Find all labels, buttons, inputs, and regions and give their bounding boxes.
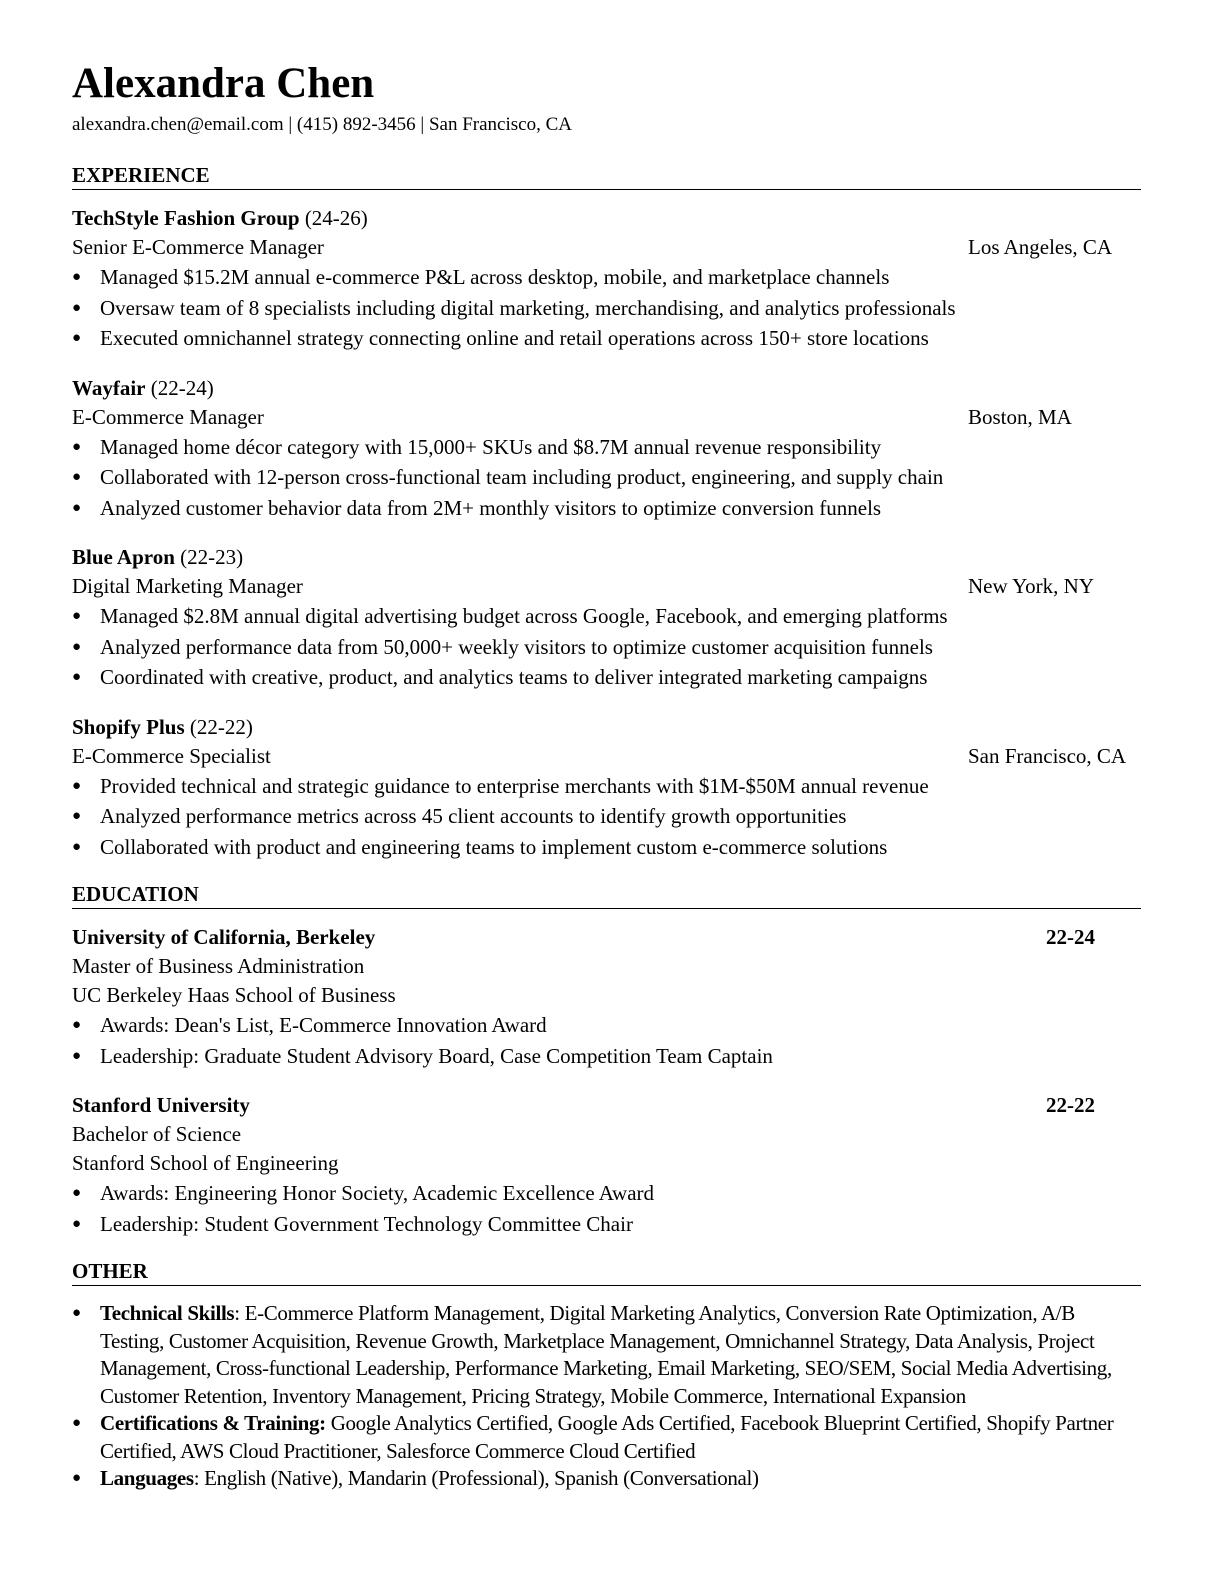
bullet-text: Leadership: Graduate Student Advisory Board, Case Competition Team Captain bbox=[100, 1043, 773, 1068]
bullet-icon: ● bbox=[72, 808, 82, 824]
bullet-icon: ● bbox=[72, 269, 82, 285]
experience-bullets bbox=[72, 771, 1141, 863]
list-item bbox=[72, 832, 1141, 863]
company-name: Wayfair bbox=[72, 375, 146, 400]
list-item bbox=[72, 323, 1141, 354]
list-item bbox=[72, 662, 1141, 693]
school-row bbox=[72, 1091, 1141, 1120]
experience-bullets bbox=[72, 432, 1141, 524]
bullet-text: Coordinated with creative, product, and analytics teams to deliver integrated marketing campaigns bbox=[100, 665, 928, 689]
list-item bbox=[72, 293, 1141, 324]
bullet-text: Awards: Engineering Honor Society, Academic Excellence Award bbox=[100, 1181, 655, 1205]
role-row bbox=[72, 742, 1141, 771]
company-name: Shopify Plus bbox=[72, 714, 185, 739]
contact-info: alexandra.chen@email.com | (415) 892-3456 | San Francisco, CA bbox=[72, 114, 572, 135]
bullet-icon: ● bbox=[72, 1185, 82, 1201]
list-item bbox=[72, 1178, 1141, 1209]
list-item bbox=[72, 493, 1141, 524]
job-title: E-Commerce Manager bbox=[72, 404, 264, 429]
skill-text: Google Analytics Certified, Google Ads Certified, Facebook Blueprint Certified, Shopify Partner Certified, AWS Cloud Practitioner, Salesforce Commerce Cloud Certified bbox=[100, 1411, 1114, 1463]
bullet-icon: ● bbox=[72, 438, 82, 455]
employment-dates: (24-26) bbox=[299, 206, 368, 230]
bullet-text: Leadership: Student Government Technology Committee Chair bbox=[100, 1211, 633, 1236]
college-name: Stanford School of Engineering bbox=[72, 1151, 339, 1175]
bullet-icon: ● bbox=[72, 1047, 82, 1064]
role-row bbox=[72, 233, 1141, 262]
list-item bbox=[72, 1041, 1141, 1072]
experience-entry bbox=[72, 204, 1141, 354]
education-bullets bbox=[72, 1010, 1141, 1071]
skill-text: English (Native), Mandarin (Professional), Spanish (Conversational) bbox=[204, 1466, 759, 1490]
list-item bbox=[72, 1465, 1141, 1493]
employment-dates: (22-24) bbox=[145, 375, 214, 400]
experience-header bbox=[72, 374, 1141, 403]
job-title: Senior E-Commerce Manager bbox=[72, 235, 324, 259]
experience-bullets bbox=[72, 601, 1141, 693]
degree: Master of Business Administration bbox=[72, 954, 365, 978]
list-item bbox=[72, 771, 1141, 802]
bullet-text: Oversaw team of 8 specialists including digital marketing, merchandising, and analytics professionals bbox=[100, 295, 956, 320]
bullet-text: Managed $15.2M annual e-commerce P&L across desktop, mobile, and marketplace channels bbox=[100, 265, 890, 289]
education-bullets bbox=[72, 1178, 1141, 1239]
employment-dates: (22-22) bbox=[184, 714, 253, 739]
job-location: Los Angeles, CA bbox=[968, 235, 1113, 259]
job-location: Boston, MA bbox=[968, 404, 1072, 429]
role-row bbox=[72, 572, 1141, 601]
bullet-text: Managed home décor category with 15,000+ SKUs and $8.7M annual revenue responsibility bbox=[100, 434, 882, 459]
bullet-text: Collaborated with product and engineering teams to implement custom e-commerce solutions bbox=[100, 834, 888, 859]
experience-header bbox=[72, 204, 1141, 233]
experience-entry bbox=[72, 713, 1141, 863]
bullet-icon: ● bbox=[72, 1470, 81, 1486]
list-item bbox=[72, 432, 1141, 463]
bullet-icon: ● bbox=[72, 299, 82, 316]
list-item bbox=[72, 462, 1141, 493]
role-row bbox=[72, 403, 1141, 432]
education-section bbox=[72, 882, 1141, 1239]
job-location: San Francisco, CA bbox=[968, 743, 1127, 768]
experience-section bbox=[72, 163, 1141, 862]
education-entry bbox=[72, 923, 1141, 1071]
bullet-icon: ● bbox=[72, 638, 82, 655]
bullet-text: Awards: Dean's List, E-Commerce Innovation Award bbox=[100, 1013, 547, 1037]
school-name: University of California, Berkeley bbox=[72, 925, 376, 949]
school-name: Stanford University bbox=[72, 1093, 250, 1117]
list-item bbox=[72, 601, 1141, 632]
bullet-icon: ● bbox=[72, 330, 82, 346]
education-dates: 22-24 bbox=[1046, 925, 1095, 949]
bullet-icon: ● bbox=[72, 777, 82, 794]
job-title: E-Commerce Specialist bbox=[72, 743, 271, 768]
skill-text: E-Commerce Platform Management, Digital Marketing Analytics, Conversion Rate Optimization, A/B Testing, Customer Acquisition, Revenue Growth, Marketplace Management, Omnichannel Strategy, Data Analysis, Project Management, Cross-functional Leadership, Performance Marketing, Email Marketing, SEO/SEM, Social Media Advertising, Customer Retention, Inventory Management, Pricing Strategy, Mobile Commerce, International Expansion bbox=[100, 1301, 1112, 1408]
section-title-other: OTHER bbox=[72, 1259, 1141, 1286]
education-dates: 22-22 bbox=[1046, 1093, 1095, 1117]
experience-entry bbox=[72, 543, 1141, 693]
section-title-education: EDUCATION bbox=[72, 882, 1141, 909]
bullet-text: Managed $2.8M annual digital advertising budget across Google, Facebook, and emerging platforms bbox=[100, 604, 948, 628]
bullet-text: Provided technical and strategic guidance to enterprise merchants with $1M-$50M annual revenue bbox=[100, 773, 929, 798]
list-item bbox=[72, 1209, 1141, 1240]
list-item bbox=[72, 262, 1141, 293]
bullet-icon: ● bbox=[72, 1017, 82, 1033]
skill-label: Languages bbox=[100, 1466, 194, 1490]
skill-separator: : bbox=[193, 1466, 205, 1490]
bullet-icon: ● bbox=[72, 608, 82, 624]
experience-bullets bbox=[72, 262, 1141, 354]
bullet-icon: ● bbox=[72, 1215, 82, 1232]
skill-separator: : bbox=[234, 1301, 245, 1325]
skill-label: Certifications & Training: bbox=[100, 1411, 326, 1435]
school-row bbox=[72, 923, 1141, 952]
job-title: Digital Marketing Manager bbox=[72, 574, 303, 598]
college-name: UC Berkeley Haas School of Business bbox=[72, 983, 396, 1007]
bullet-text: Analyzed performance metrics across 45 client accounts to identify growth opportunities bbox=[100, 804, 847, 828]
other-bullets bbox=[72, 1300, 1141, 1493]
candidate-name: Alexandra Chen bbox=[72, 60, 375, 107]
employment-dates: (22-23) bbox=[174, 545, 244, 569]
bullet-icon: ● bbox=[72, 1415, 81, 1431]
bullet-text: Executed omnichannel strategy connecting online and retail operations across 150+ store locations bbox=[100, 326, 929, 350]
bullet-icon: ● bbox=[72, 1305, 81, 1321]
education-entry bbox=[72, 1091, 1141, 1239]
bullet-text: Analyzed performance data from 50,000+ weekly visitors to optimize customer acquisition funnels bbox=[100, 634, 933, 659]
bullet-icon: ● bbox=[72, 669, 82, 685]
company-name: Blue Apron bbox=[72, 545, 175, 569]
bullet-icon: ● bbox=[72, 499, 82, 516]
bullet-icon: ● bbox=[72, 838, 82, 855]
bullet-text: Analyzed customer behavior data from 2M+ monthly visitors to optimize conversion funnels bbox=[100, 495, 882, 520]
job-location: New York, NY bbox=[968, 574, 1095, 598]
company-name: TechStyle Fashion Group bbox=[72, 206, 300, 230]
list-item bbox=[72, 1300, 1141, 1410]
experience-header bbox=[72, 713, 1141, 742]
experience-entry bbox=[72, 374, 1141, 524]
degree: Bachelor of Science bbox=[72, 1122, 242, 1146]
list-item bbox=[72, 801, 1141, 832]
skill-label: Technical Skills bbox=[100, 1301, 235, 1325]
list-item bbox=[72, 632, 1141, 663]
list-item bbox=[72, 1410, 1141, 1465]
section-title-experience: EXPERIENCE bbox=[72, 163, 1141, 190]
bullet-icon: ● bbox=[72, 469, 82, 485]
experience-header bbox=[72, 543, 1141, 572]
bullet-text: Collaborated with 12-person cross-functional team including product, engineering, and supply chain bbox=[100, 465, 944, 489]
list-item bbox=[72, 1010, 1141, 1041]
other-section bbox=[72, 1259, 1141, 1493]
